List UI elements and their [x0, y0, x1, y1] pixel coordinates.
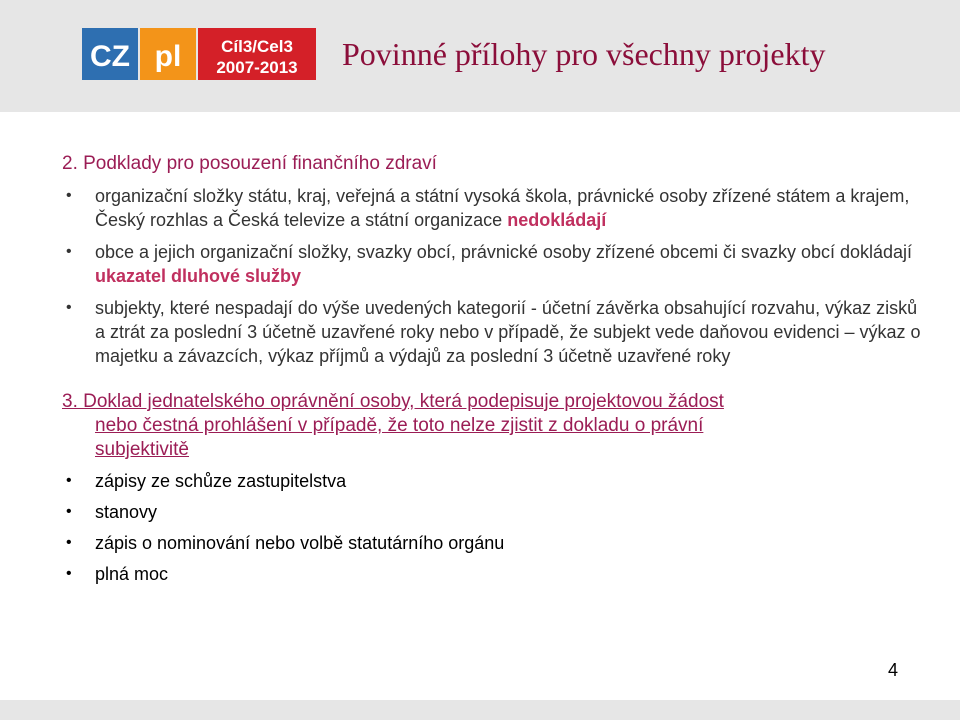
- section3-list: [62, 469, 922, 586]
- list-item: • plná moc: [62, 562, 922, 586]
- list-item: • zápisy ze schůze zastupitelstva: [62, 469, 922, 493]
- list-item: [62, 240, 922, 288]
- list-item: • zápis o nominování nebo volbě statutárního orgánu: [62, 531, 922, 555]
- list-item: [62, 184, 922, 232]
- list-item: [62, 296, 922, 368]
- section2-heading: 2. Podklady pro posouzení finančního zdraví: [62, 153, 437, 174]
- section2-list: [62, 184, 922, 368]
- logo-pl-text: pl: [154, 40, 182, 73]
- item-text: obce a jejich organizační složky, svazky obcí, právnické osoby zřízené obcemi či svazky obcí dokládají: [95, 242, 913, 262]
- item-text: organizační složky státu, kraj, veřejná a státní vysoká škola, právnické osoby zřízené státem a krajem, Český rozhlas a Česká televize a státní organizace: [95, 186, 910, 230]
- logo-line2-text: 2007-2013: [216, 58, 298, 77]
- page-number: 4: [888, 660, 899, 680]
- cz-pl-logo: [82, 28, 316, 80]
- section3-heading: [62, 390, 922, 462]
- slide-content: [62, 152, 922, 586]
- section3-heading-line1: 3. Doklad jednatelského oprávnění osoby, která podepisuje projektovou žádost: [62, 391, 724, 412]
- page-title: Povinné přílohy pro všechny projekty: [342, 36, 826, 72]
- footer-band: [0, 700, 960, 720]
- item-text: subjekty, které nespadají do výše uvedených kategorií - účetní závěrka obsahující rozvahu, výkaz zisků a ztrát za poslední 3 účetně uzavřené roky nebo v případě, že subjekt vede daňovou evidenci – výkaz o majetku a závazcích, výkaz příjmů a výdajů za poslední 3 účetně uzavřené roky: [95, 298, 921, 366]
- logo-line1-text: Cíl3/Cel3: [221, 37, 293, 56]
- logo-cz-text: CZ: [90, 40, 130, 73]
- item-accent: nedokládají: [507, 210, 607, 230]
- item-accent: ukazatel dluhové služby: [95, 266, 302, 286]
- list-item: • stanovy: [62, 500, 922, 524]
- section3-heading-line3: subjektivitě: [95, 439, 189, 460]
- section3-heading-line2: nebo čestná prohlášení v případě, že toto nelze zjistit z dokladu o právní: [95, 415, 704, 436]
